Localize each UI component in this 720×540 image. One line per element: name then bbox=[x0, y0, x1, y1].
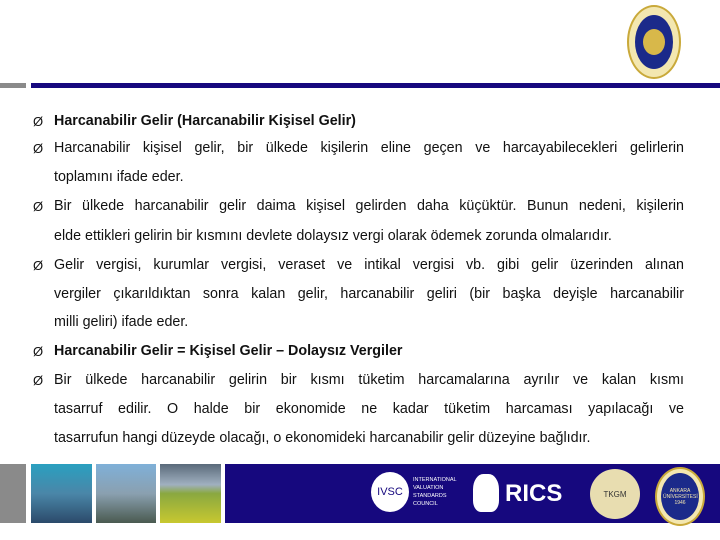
bullet-1-line: Harcanabilir kişisel gelir, bir ülkede kişilerin eline geçen ve harcayabilecekleri gelirlerin bbox=[54, 140, 684, 156]
bullet-arrow-icon: Ø bbox=[33, 141, 44, 156]
bullet-arrow-icon: Ø bbox=[33, 258, 44, 273]
footer-navy-band bbox=[225, 464, 720, 523]
bullet-arrow-icon: Ø bbox=[33, 114, 44, 129]
city-photo-2 bbox=[96, 464, 156, 523]
university-logo bbox=[627, 5, 681, 79]
bullet-arrow-icon: Ø bbox=[33, 344, 44, 359]
bullet-0-line: Harcanabilir Gelir (Harcanabilir Kişisel Gelir) bbox=[54, 113, 356, 129]
ivsc-logo: IVSC bbox=[371, 472, 409, 512]
seal-2-text: ANKARA ÜNİVERSİTESİ 1946 bbox=[663, 487, 698, 506]
seal-1: TKGM bbox=[590, 469, 640, 519]
city-photo-1 bbox=[31, 464, 92, 523]
ivsc-text: INTERNATIONAL VALUATION STANDARDS COUNCIL bbox=[413, 477, 457, 507]
bullet-3-line: milli geliri) ifade eder. bbox=[54, 314, 189, 330]
bullet-arrow-icon: Ø bbox=[33, 373, 44, 388]
landscape-photo bbox=[160, 464, 221, 523]
bullet-4-line: Harcanabilir Gelir = Kişisel Gelir – Dolaysız Vergiler bbox=[54, 343, 403, 359]
bullet-1-line: toplamını ifade eder. bbox=[54, 169, 184, 185]
bullet-3-line: Gelir vergisi, kurumlar vergisi, veraset ve intikal vergisi vb. gibi gelir üzerinden alınan bbox=[54, 257, 684, 273]
seal-2 bbox=[655, 467, 705, 526]
bullet-arrow-icon: Ø bbox=[33, 199, 44, 214]
bullet-2-line: Bir ülkede harcanabilir gelir daima kişisel gelirden daha küçüktür. Bunun nedeni, kişilerin bbox=[54, 198, 684, 214]
bullet-5-line: tasarrufun hangi düzeyde olacağı, o ekonomideki harcanabilir gelir düzeyine bağlıdır. bbox=[54, 430, 591, 446]
rics-logo: RICS bbox=[505, 480, 563, 507]
bullet-2-line: elde ettikleri gelirin bir kısmını devlete dolaysız vergi olarak ödemek zorunda olmalarıdır. bbox=[54, 228, 612, 244]
header-gray-bar bbox=[0, 83, 26, 88]
header-navy-bar bbox=[31, 83, 720, 88]
footer-gray-block bbox=[0, 464, 26, 523]
rics-lion-icon bbox=[473, 474, 499, 512]
bullet-3-line: vergiler çıkarıldıktan sonra kalan gelir, harcanabilir geliri (bir başka deyişle harcanabilir bbox=[54, 286, 684, 302]
bullet-5-line: Bir ülkede harcanabilir gelirin bir kısmı tüketim harcamalarına ayrılır ve kalan kısmı bbox=[54, 372, 684, 388]
bullet-5-line: tasarruf edilir. O halde bir ekonomide ne kadar tüketim harcaması yapılacağı ve bbox=[54, 401, 684, 417]
